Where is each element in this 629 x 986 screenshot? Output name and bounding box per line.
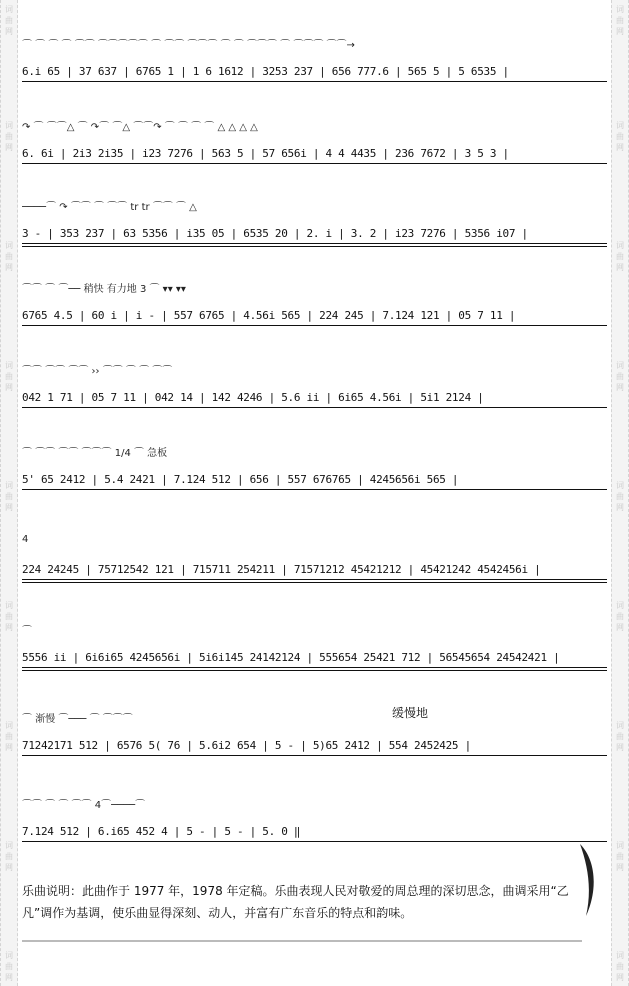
score-row-7 bbox=[22, 528, 607, 588]
tempo-marking: 缓慢地 bbox=[392, 706, 429, 720]
row-notes: 3 - | 353 237 | 63 5356 | i35 05 | 6535 20 | 2. i | 3. 2 | i23 7276 | 5356 i07 | bbox=[22, 227, 528, 240]
right-watermark-strip bbox=[611, 0, 629, 986]
tempo-marking: 有力地 bbox=[106, 284, 137, 295]
score-row-5 bbox=[22, 356, 607, 416]
watermark: 词曲网 bbox=[5, 601, 13, 632]
row-notes: 7.124 512 | 6.i65 452 4 | 5 - | 5 - | 5. 0 ‖ bbox=[22, 825, 301, 838]
watermark: 词曲网 bbox=[616, 5, 624, 36]
meter-mark: 3 bbox=[139, 284, 147, 295]
beam-line bbox=[22, 325, 607, 326]
beam-line bbox=[22, 489, 607, 490]
beam-line bbox=[22, 667, 607, 668]
row-notes: 042 1 71 | 05 7 11 | 042 14 | 142 4246 | 5.6 ii | 6i65 4.56i | 5i1 2124 | bbox=[22, 391, 484, 404]
beam-line bbox=[22, 243, 607, 244]
row-notes: 6.i 65 | 37 637 | 6765 1 | 1 6 1612 | 3253 237 | 656 777.6 | 565 5 | 5 6535 | bbox=[22, 65, 509, 78]
beam-line bbox=[22, 582, 607, 583]
divider bbox=[22, 940, 582, 942]
watermark: 词曲网 bbox=[5, 121, 13, 152]
trill-mark: tr bbox=[130, 202, 139, 213]
watermark: 词曲网 bbox=[616, 361, 624, 392]
watermark: 词曲网 bbox=[616, 841, 624, 872]
beam-line bbox=[22, 841, 607, 842]
tempo-marking: 渐慢 bbox=[35, 714, 56, 725]
beam-line bbox=[22, 670, 607, 671]
beam-line bbox=[22, 579, 607, 580]
slur-marks bbox=[22, 534, 607, 552]
row-notes: 5556 ii | 6i6i65 4245656i | 5i6i145 24142124 | 555654 25421 712 | 56545654 24542421 | bbox=[22, 651, 560, 664]
watermark: 词曲网 bbox=[5, 361, 13, 392]
score-row-3 bbox=[22, 192, 607, 252]
row-notes: 5' 65 2412 | 5.4 2421 | 7.124 512 | 656 | 557 676765 | 4245656i 565 | bbox=[22, 473, 459, 486]
watermark: 词曲网 bbox=[5, 841, 13, 872]
watermark: 词曲网 bbox=[5, 951, 13, 982]
slur-marks: ⌒ bbox=[22, 626, 32, 637]
row-notes: 6. 6i | 2i3 2i35 | i23 7276 | 563 5 | 57 656i | 4 4 4435 | 236 7672 | 3 5 3 | bbox=[22, 147, 509, 160]
jianpu-score bbox=[22, 0, 607, 880]
watermark: 词曲网 bbox=[616, 601, 624, 632]
trill-mark: tr bbox=[141, 202, 150, 213]
slur-marks: ⌒⌒ ⌒⌒ ⌒⌒ ›› ⌒⌒ ⌒ ⌒ ⌒⌒ bbox=[22, 366, 173, 377]
slur-marks: ────⌒ ↷ ⌒⌒ ⌒ ⌒⌒ tr tr ⌒⌒ ⌒ △ bbox=[22, 202, 197, 213]
watermark: 词曲网 bbox=[5, 241, 13, 272]
watermark: 词曲网 bbox=[5, 5, 13, 36]
beam-line bbox=[22, 755, 607, 756]
score-row-10 bbox=[22, 790, 607, 850]
slur-marks: ⌒ ⌒⌒ ⌒⌒ ⌒⌒⌒ 1/4 ⌒ 急板 bbox=[22, 448, 168, 459]
watermark: 词曲网 bbox=[616, 121, 624, 152]
watermark: 词曲网 bbox=[5, 721, 13, 752]
score-row-4 bbox=[22, 274, 607, 334]
row-notes: 71242171 512 | 6576 5( 76 | 5.6i2 654 | 5 - | 5)65 2412 | 554 2452425 | bbox=[22, 739, 471, 752]
beam-line bbox=[22, 81, 607, 82]
watermark: 词曲网 bbox=[616, 481, 624, 512]
left-watermark-strip bbox=[0, 0, 18, 986]
beam-line bbox=[22, 407, 607, 408]
score-row-9 bbox=[22, 704, 607, 764]
score-row-1 bbox=[22, 30, 607, 90]
score-row-6 bbox=[22, 438, 607, 498]
watermark: 词曲网 bbox=[616, 951, 624, 982]
beam-line bbox=[22, 163, 607, 164]
piece-description: 乐曲说明：此曲作于 1977 年，1978 年定稿。乐曲表现人民对敬爱的周总理的深切思念，曲调采用“乙凡”调作为基调，使乐曲显得深刻、动人，并富有广东音乐的特点和韵味。 bbox=[22, 884, 569, 920]
meter-mark: 4 bbox=[94, 800, 102, 811]
score-row-8 bbox=[22, 616, 607, 676]
watermark: 词曲网 bbox=[5, 481, 13, 512]
row-notes: 6765 4.5 | 60 i | i - | 557 6765 | 4.56i 565 | 224 245 | 7.124 121 | 05 7 11 | bbox=[22, 309, 516, 322]
slur-marks: ⌒ 渐慢 ⌒─── ⌒ ⌒⌒⌒ bbox=[22, 714, 133, 725]
tempo-marking: 稍快 bbox=[83, 284, 104, 295]
slur-marks: ⌒ ⌒ ⌒ ⌒ ⌒⌒ ⌒⌒⌒⌒⌒ ⌒ ⌒⌒ ⌒⌒⌒ ⌒ ⌒ ⌒⌒⌒ ⌒ ⌒⌒⌒ ⌒⌒→ bbox=[22, 40, 355, 51]
row-notes: 224 24245 | 75712542 121 | 715711 254211 | 71571212 45421212 | 45421242 4542456i | bbox=[22, 563, 541, 576]
meter-mark: 1/4 bbox=[114, 448, 131, 459]
slur-marks: ⌒⌒ ⌒ ⌒── 稍快 有力地 3 ⌒ ▾▾ ▾▾ bbox=[22, 284, 186, 295]
meter-mark: 4 bbox=[22, 534, 29, 545]
score-row-2 bbox=[22, 112, 607, 172]
slur-marks: ↷ ⌒ ⌒⌒△ ⌒ ↷⌒ ⌒△ ⌒⌒↷ ⌒ ⌒ ⌒ ⌒ △ △ △ △ bbox=[22, 122, 258, 133]
tempo-marking: 急板 bbox=[147, 448, 168, 459]
watermark: 词曲网 bbox=[616, 721, 624, 752]
beam-line bbox=[22, 246, 607, 247]
watermark: 词曲网 bbox=[616, 241, 624, 272]
slur-marks: ⌒⌒ ⌒ ⌒ ⌒⌒ 4⌒────⌒ bbox=[22, 800, 146, 811]
